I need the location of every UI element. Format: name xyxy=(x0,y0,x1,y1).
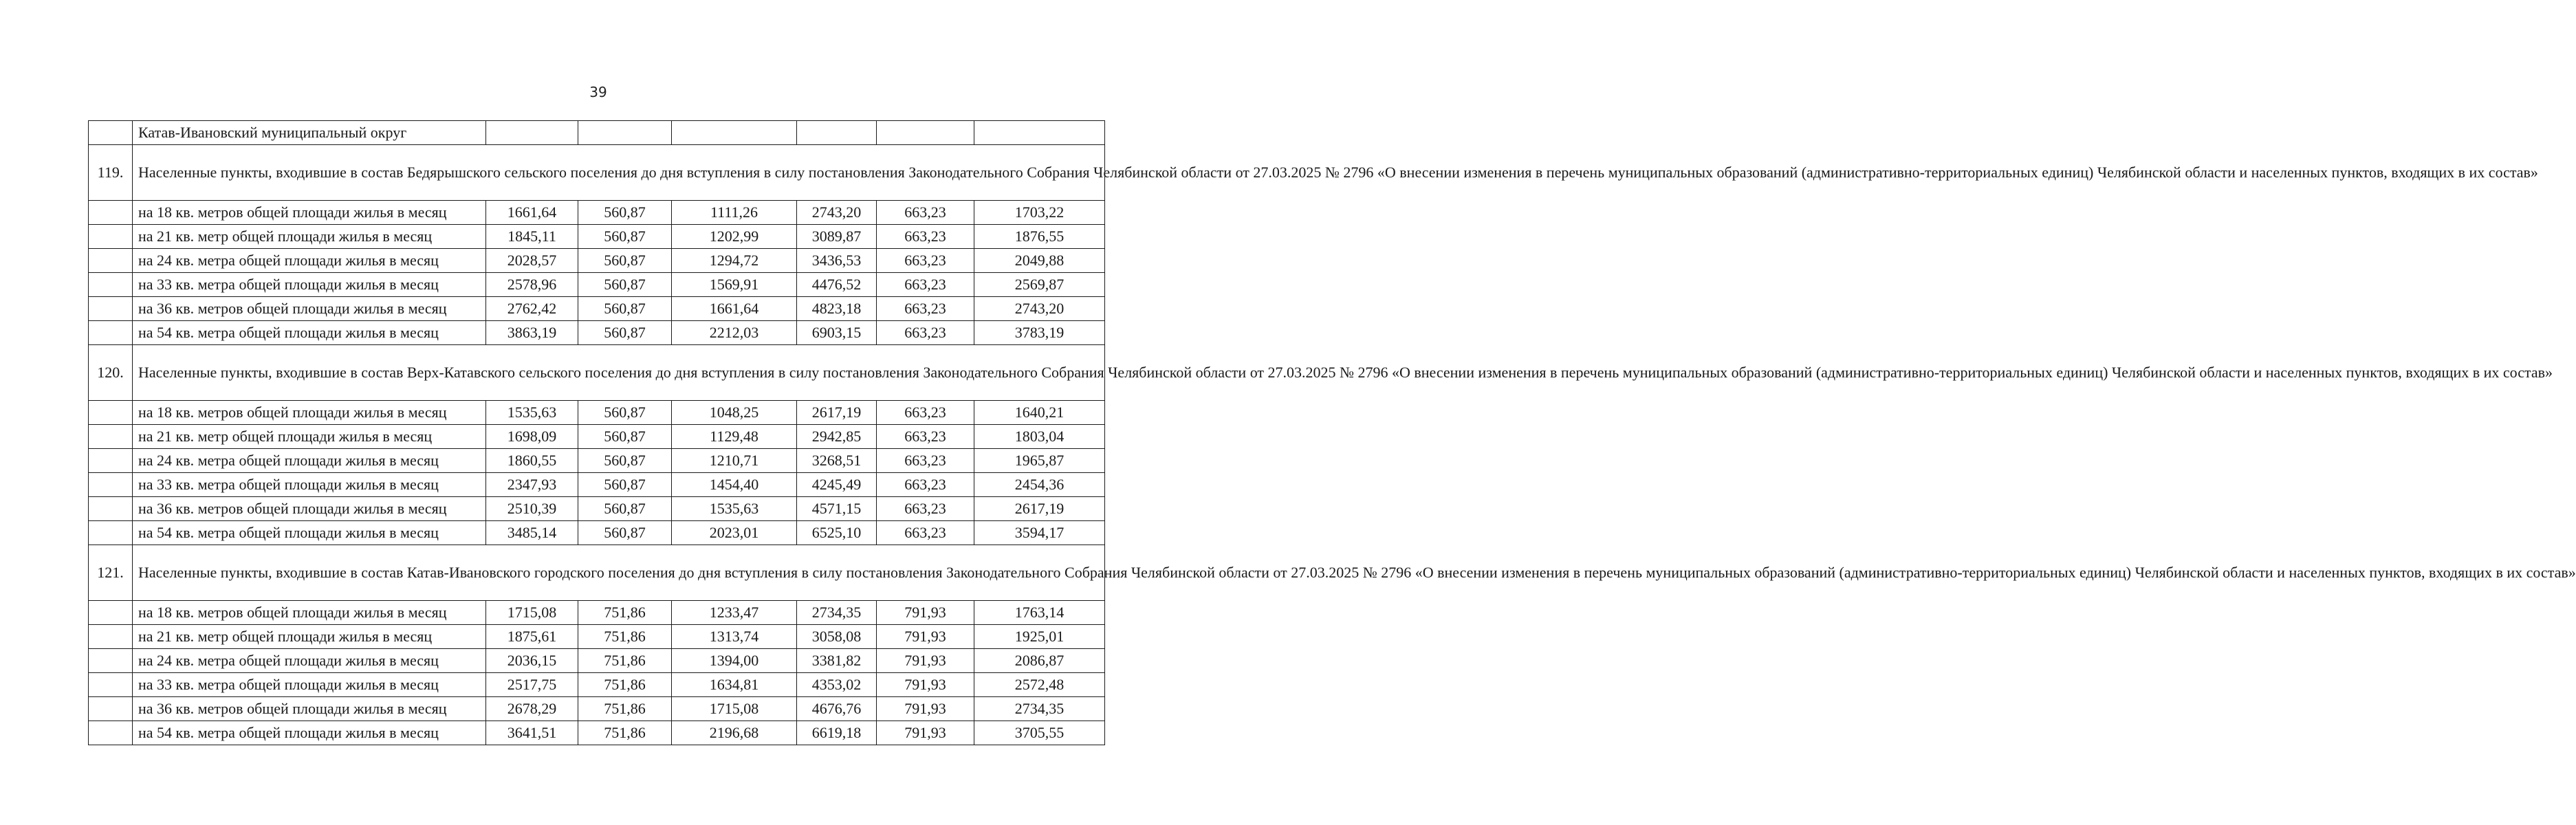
empty-number-cell xyxy=(89,521,133,545)
value-cell: 751,86 xyxy=(578,673,672,697)
value-cell: 3783,19 xyxy=(974,321,1105,345)
row-label: на 36 кв. метров общей площади жилья в месяц xyxy=(133,697,486,721)
table-row xyxy=(89,425,1105,449)
value-cell: 3436,53 xyxy=(797,249,877,273)
value-cell: 663,23 xyxy=(877,497,974,521)
value-cell: 1111,26 xyxy=(672,201,797,225)
row-label: на 18 кв. метров общей площади жилья в месяц xyxy=(133,601,486,625)
empty-cell xyxy=(578,121,672,145)
value-cell: 2086,87 xyxy=(974,649,1105,673)
section-row xyxy=(89,545,1105,601)
row-label: на 18 кв. метров общей площади жилья в месяц xyxy=(133,401,486,425)
empty-number-cell xyxy=(89,273,133,297)
table-row xyxy=(89,449,1105,473)
row-label: на 18 кв. метров общей площади жилья в месяц xyxy=(133,201,486,225)
value-cell: 751,86 xyxy=(578,601,672,625)
table-row xyxy=(89,473,1105,497)
table-row xyxy=(89,401,1105,425)
value-cell: 1661,64 xyxy=(672,297,797,321)
value-cell: 1715,08 xyxy=(672,697,797,721)
section-row xyxy=(89,345,1105,401)
value-cell: 560,87 xyxy=(578,473,672,497)
value-cell: 2578,96 xyxy=(486,273,578,297)
value-cell: 791,93 xyxy=(877,721,974,745)
value-cell: 1763,14 xyxy=(974,601,1105,625)
value-cell: 2023,01 xyxy=(672,521,797,545)
table-row xyxy=(89,673,1105,697)
row-label: на 33 кв. метра общей площади жилья в месяц xyxy=(133,273,486,297)
value-cell: 791,93 xyxy=(877,673,974,697)
empty-cell xyxy=(486,121,578,145)
value-cell: 663,23 xyxy=(877,201,974,225)
value-cell: 560,87 xyxy=(578,321,672,345)
value-cell: 2454,36 xyxy=(974,473,1105,497)
value-cell: 1048,25 xyxy=(672,401,797,425)
municipality-header-row xyxy=(89,121,1105,145)
value-cell: 791,93 xyxy=(877,649,974,673)
row-label: на 21 кв. метр общей площади жилья в месяц xyxy=(133,625,486,649)
value-cell: 3268,51 xyxy=(797,449,877,473)
value-cell: 2212,03 xyxy=(672,321,797,345)
value-cell: 3485,14 xyxy=(486,521,578,545)
value-cell: 560,87 xyxy=(578,249,672,273)
empty-number-cell xyxy=(89,497,133,521)
municipality-title: Катав-Ивановский муниципальный округ xyxy=(133,121,486,145)
value-cell: 560,87 xyxy=(578,273,672,297)
empty-number-cell xyxy=(89,673,133,697)
table-row xyxy=(89,697,1105,721)
section-number: 119. xyxy=(89,145,133,201)
row-label: на 33 кв. метра общей площади жилья в месяц xyxy=(133,673,486,697)
value-cell: 663,23 xyxy=(877,249,974,273)
value-cell: 1634,81 xyxy=(672,673,797,697)
value-cell: 663,23 xyxy=(877,225,974,249)
value-cell: 1569,91 xyxy=(672,273,797,297)
table-row xyxy=(89,649,1105,673)
value-cell: 6903,15 xyxy=(797,321,877,345)
row-label: на 54 кв. метра общей площади жилья в месяц xyxy=(133,721,486,745)
value-cell: 3058,08 xyxy=(797,625,877,649)
table-row xyxy=(89,601,1105,625)
value-cell: 1202,99 xyxy=(672,225,797,249)
section-row xyxy=(89,145,1105,201)
value-cell: 2743,20 xyxy=(974,297,1105,321)
value-cell: 2572,48 xyxy=(974,673,1105,697)
value-cell: 1535,63 xyxy=(486,401,578,425)
value-cell: 560,87 xyxy=(578,225,672,249)
value-cell: 3089,87 xyxy=(797,225,877,249)
value-cell: 560,87 xyxy=(578,521,672,545)
value-cell: 2743,20 xyxy=(797,201,877,225)
section-description: Населенные пункты, входившие в состав Бедярышского сельского поселения до дня вступления в силу постановления Законодательного Собрания Челябинской области от 27.03.2025 № 2796 «О внесении изменения в перечень муниципальных образований (административно-территориальных единиц) Челябинской области и населенных пунктов, входящих в их состав» xyxy=(133,145,1105,201)
value-cell: 3381,82 xyxy=(797,649,877,673)
empty-number-cell xyxy=(89,649,133,673)
value-cell: 560,87 xyxy=(578,449,672,473)
value-cell: 663,23 xyxy=(877,273,974,297)
value-cell: 663,23 xyxy=(877,321,974,345)
value-cell: 2036,15 xyxy=(486,649,578,673)
value-cell: 663,23 xyxy=(877,521,974,545)
value-cell: 1535,63 xyxy=(672,497,797,521)
value-cell: 2028,57 xyxy=(486,249,578,273)
value-cell: 2196,68 xyxy=(672,721,797,745)
empty-number-cell xyxy=(89,625,133,649)
value-cell: 560,87 xyxy=(578,497,672,521)
value-cell: 2569,87 xyxy=(974,273,1105,297)
table-row xyxy=(89,321,1105,345)
page-number: 39 xyxy=(589,84,607,100)
value-cell: 1803,04 xyxy=(974,425,1105,449)
value-cell: 751,86 xyxy=(578,721,672,745)
value-cell: 2617,19 xyxy=(974,497,1105,521)
value-cell: 2347,93 xyxy=(486,473,578,497)
row-label: на 36 кв. метров общей площади жилья в месяц xyxy=(133,297,486,321)
section-number: 121. xyxy=(89,545,133,601)
value-cell: 1925,01 xyxy=(974,625,1105,649)
tariff-table xyxy=(88,120,2576,745)
table-row xyxy=(89,721,1105,745)
value-cell: 2517,75 xyxy=(486,673,578,697)
row-label: на 33 кв. метра общей площади жилья в месяц xyxy=(133,473,486,497)
value-cell: 4245,49 xyxy=(797,473,877,497)
value-cell: 2762,42 xyxy=(486,297,578,321)
value-cell: 1845,11 xyxy=(486,225,578,249)
value-cell: 560,87 xyxy=(578,297,672,321)
value-cell: 560,87 xyxy=(578,401,672,425)
value-cell: 1875,61 xyxy=(486,625,578,649)
value-cell: 1454,40 xyxy=(672,473,797,497)
value-cell: 1965,87 xyxy=(974,449,1105,473)
row-label: на 36 кв. метров общей площади жилья в месяц xyxy=(133,497,486,521)
row-label: на 54 кв. метра общей площади жилья в месяц xyxy=(133,321,486,345)
value-cell: 2049,88 xyxy=(974,249,1105,273)
value-cell: 663,23 xyxy=(877,401,974,425)
table-row xyxy=(89,521,1105,545)
table-row xyxy=(89,273,1105,297)
value-cell: 1876,55 xyxy=(974,225,1105,249)
value-cell: 2678,29 xyxy=(486,697,578,721)
table-row xyxy=(89,201,1105,225)
value-cell: 1394,00 xyxy=(672,649,797,673)
empty-number-cell xyxy=(89,297,133,321)
row-label: на 24 кв. метра общей площади жилья в месяц xyxy=(133,249,486,273)
value-cell: 2617,19 xyxy=(797,401,877,425)
value-cell: 1129,48 xyxy=(672,425,797,449)
value-cell: 663,23 xyxy=(877,297,974,321)
value-cell: 4823,18 xyxy=(797,297,877,321)
empty-cell xyxy=(974,121,1105,145)
empty-number-cell xyxy=(89,225,133,249)
value-cell: 2734,35 xyxy=(797,601,877,625)
value-cell: 2942,85 xyxy=(797,425,877,449)
value-cell: 4571,15 xyxy=(797,497,877,521)
value-cell: 4476,52 xyxy=(797,273,877,297)
empty-number-cell xyxy=(89,425,133,449)
row-label: на 24 кв. метра общей площади жилья в месяц xyxy=(133,649,486,673)
table-row xyxy=(89,625,1105,649)
empty-number-cell xyxy=(89,601,133,625)
value-cell: 751,86 xyxy=(578,697,672,721)
row-label: на 24 кв. метра общей площади жилья в месяц xyxy=(133,449,486,473)
value-cell: 1860,55 xyxy=(486,449,578,473)
value-cell: 3705,55 xyxy=(974,721,1105,745)
empty-cell xyxy=(877,121,974,145)
value-cell: 4676,76 xyxy=(797,697,877,721)
value-cell: 1233,47 xyxy=(672,601,797,625)
row-label: на 21 кв. метр общей площади жилья в месяц xyxy=(133,225,486,249)
value-cell: 6619,18 xyxy=(797,721,877,745)
row-label: на 21 кв. метр общей площади жилья в месяц xyxy=(133,425,486,449)
value-cell: 4353,02 xyxy=(797,673,877,697)
value-cell: 1703,22 xyxy=(974,201,1105,225)
value-cell: 663,23 xyxy=(877,425,974,449)
value-cell: 2734,35 xyxy=(974,697,1105,721)
value-cell: 3594,17 xyxy=(974,521,1105,545)
empty-cell xyxy=(672,121,797,145)
value-cell: 1294,72 xyxy=(672,249,797,273)
section-description: Населенные пункты, входившие в состав Катав-Ивановского городского поселения до дня вступления в силу постановления Законодательного Собрания Челябинской области от 27.03.2025 № 2796 «О внесении изменения в перечень муниципальных образований (административно-территориальных единиц) Челябинской области и населенных пунктов, входящих в их состав» xyxy=(133,545,1105,601)
empty-number-cell xyxy=(89,321,133,345)
empty-cell xyxy=(797,121,877,145)
value-cell: 3641,51 xyxy=(486,721,578,745)
table-row xyxy=(89,497,1105,521)
value-cell: 663,23 xyxy=(877,473,974,497)
value-cell: 751,86 xyxy=(578,649,672,673)
empty-number-cell xyxy=(89,473,133,497)
value-cell: 1313,74 xyxy=(672,625,797,649)
value-cell: 6525,10 xyxy=(797,521,877,545)
value-cell: 791,93 xyxy=(877,625,974,649)
table-row xyxy=(89,297,1105,321)
empty-number-cell xyxy=(89,697,133,721)
value-cell: 560,87 xyxy=(578,201,672,225)
empty-number-cell xyxy=(89,721,133,745)
empty-number-cell xyxy=(89,121,133,145)
empty-number-cell xyxy=(89,201,133,225)
value-cell: 1715,08 xyxy=(486,601,578,625)
row-label: на 54 кв. метра общей площади жилья в месяц xyxy=(133,521,486,545)
value-cell: 1698,09 xyxy=(486,425,578,449)
value-cell: 1661,64 xyxy=(486,201,578,225)
section-number: 120. xyxy=(89,345,133,401)
value-cell: 1210,71 xyxy=(672,449,797,473)
value-cell: 663,23 xyxy=(877,449,974,473)
section-description: Населенные пункты, входившие в состав Верх-Катавского сельского поселения до дня вступления в силу постановления Законодательного Собрания Челябинской области от 27.03.2025 № 2796 «О внесении изменения в перечень муниципальных образований (административно-территориальных единиц) Челябинской области и населенных пунктов, входящих в их состав» xyxy=(133,345,1105,401)
value-cell: 2510,39 xyxy=(486,497,578,521)
value-cell: 751,86 xyxy=(578,625,672,649)
table-row xyxy=(89,225,1105,249)
table-row xyxy=(89,249,1105,273)
value-cell: 560,87 xyxy=(578,425,672,449)
value-cell: 791,93 xyxy=(877,697,974,721)
empty-number-cell xyxy=(89,449,133,473)
table-body xyxy=(89,121,2576,745)
value-cell: 791,93 xyxy=(877,601,974,625)
empty-number-cell xyxy=(89,249,133,273)
value-cell: 3863,19 xyxy=(486,321,578,345)
empty-number-cell xyxy=(89,401,133,425)
value-cell: 1640,21 xyxy=(974,401,1105,425)
